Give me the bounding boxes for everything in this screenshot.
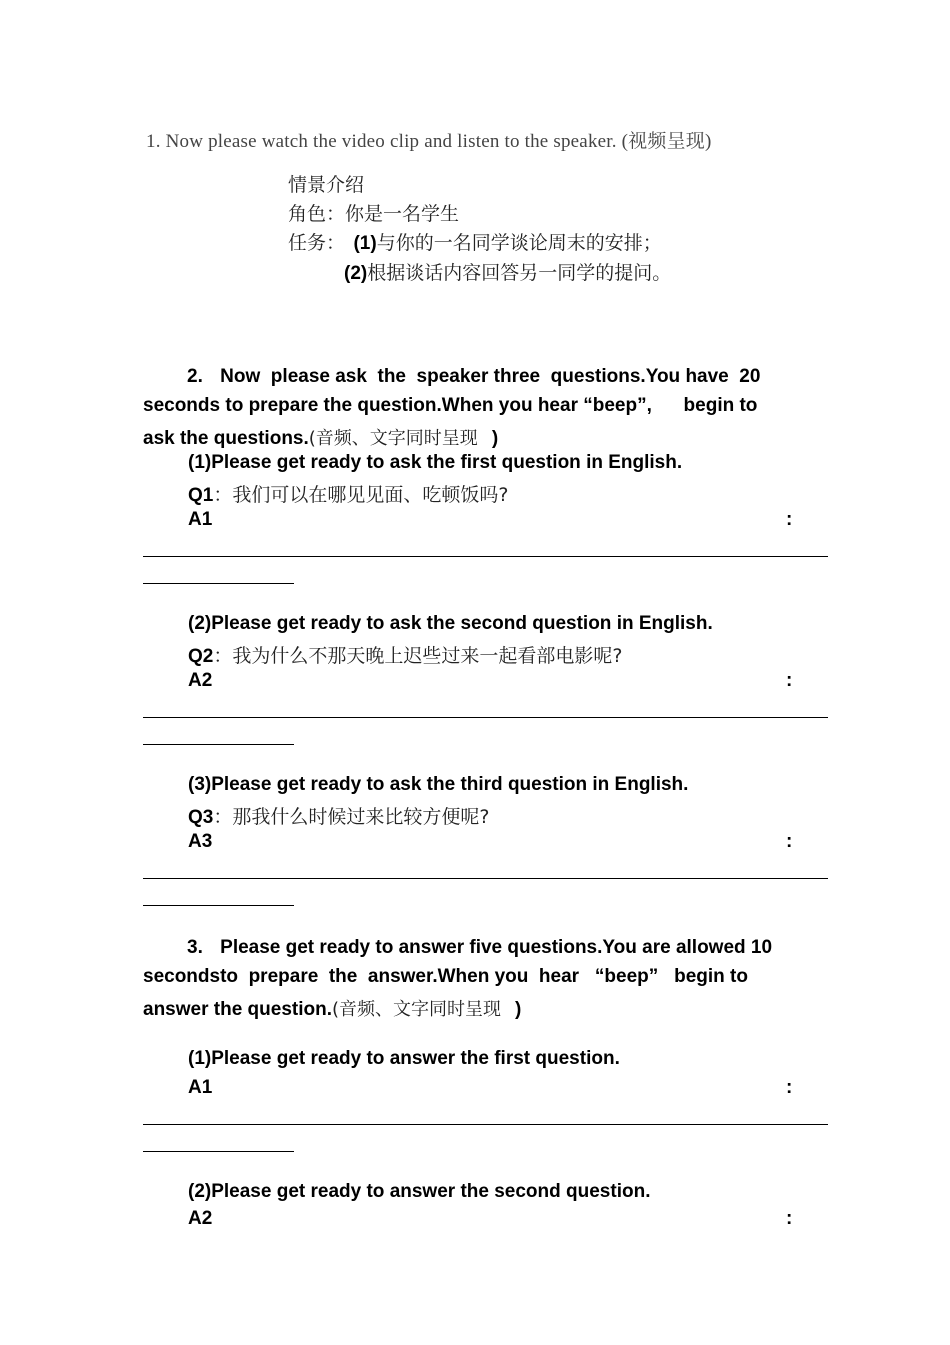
answer-line-continued[interactable] xyxy=(143,583,294,584)
section3-intro-close: ) xyxy=(515,999,522,1020)
answer-line[interactable] xyxy=(143,1124,828,1125)
section2-intro-line3 xyxy=(143,424,498,450)
task-line-2 xyxy=(344,258,671,285)
answer-label-1: A1 xyxy=(188,509,213,530)
answer-line[interactable] xyxy=(143,556,828,557)
section3-intro-text1: Please get ready to answer five questions.You are allowed 10 xyxy=(220,937,773,958)
answer-label-s3-2: A2 xyxy=(188,1208,213,1229)
question-line-2 xyxy=(188,641,622,668)
section2-intro-text3: ask the questions. xyxy=(143,428,309,449)
section2-intro-line2: seconds to prepare the question.When you hear “beep”, begin to xyxy=(143,395,758,416)
answer-colon: : xyxy=(786,831,793,852)
role-line: 角色：你是一名学生 xyxy=(288,203,460,225)
answer-colon: : xyxy=(786,1208,793,1229)
task1-text: 与你的一名同学谈论周末的安排； xyxy=(376,232,662,254)
answer-colon: : xyxy=(786,1077,793,1098)
question-label: Q3 xyxy=(188,807,214,828)
section3-intro-text3: answer the question. xyxy=(143,999,332,1020)
section2-intro-close: ) xyxy=(491,428,499,449)
section2-intro-text1: Now please ask the speaker three questions.You have 20 xyxy=(220,366,761,387)
task2-text: 根据谈话内容回答另一同学的提问。 xyxy=(367,262,672,284)
question-prompt-1: (1)Please get ready to ask the first question in English. xyxy=(188,452,683,473)
section2-intro-line1 xyxy=(187,366,760,388)
answer-label-3: A3 xyxy=(188,831,213,852)
section2-number: 2. xyxy=(187,366,203,387)
answer-colon: : xyxy=(786,509,793,530)
question-text: ：我为什么不那天晚上迟些过来一起看部电影呢? xyxy=(213,645,623,667)
task1-number: (1) xyxy=(353,233,377,254)
question-label: Q1 xyxy=(188,485,214,506)
task-line-1 xyxy=(288,228,662,255)
section1-title: 1. Now please watch the video clip and listen to the speaker. (视频呈现) xyxy=(146,131,712,152)
task2-number: (2) xyxy=(344,263,368,284)
section3-intro-note: (音频、文字同时呈现 xyxy=(331,999,502,1020)
answer-label-s3-1: A1 xyxy=(188,1077,213,1098)
question-line-3 xyxy=(188,802,489,829)
scene-heading: 情景介绍 xyxy=(288,174,365,196)
answer-line-continued[interactable] xyxy=(143,905,294,906)
section3-intro-line2: secondsto prepare the answer.When you hear “beep” begin to xyxy=(143,966,748,987)
answer-line[interactable] xyxy=(143,717,828,718)
question-prompt-2: (2)Please get ready to ask the second question in English. xyxy=(188,613,713,634)
answer-line-continued[interactable] xyxy=(143,744,294,745)
question-text: ：那我什么时候过来比较方便呢? xyxy=(213,806,490,828)
answer-prompt-1: (1)Please get ready to answer the first question. xyxy=(188,1048,620,1069)
question-text: ：我们可以在哪见见面、吃顿饭吗? xyxy=(213,484,509,506)
section2-intro-note: (音频、文字同时呈现 xyxy=(308,428,478,449)
answer-line-continued[interactable] xyxy=(143,1151,294,1152)
question-line-1 xyxy=(188,480,508,507)
answer-label-2: A2 xyxy=(188,670,213,691)
answer-prompt-2: (2)Please get ready to answer the second question. xyxy=(188,1181,651,1202)
question-prompt-3: (3)Please get ready to ask the third question in English. xyxy=(188,774,689,795)
question-label: Q2 xyxy=(188,646,214,667)
task-label: 任务： xyxy=(288,232,346,254)
section3-number: 3. xyxy=(187,937,203,958)
answer-colon: : xyxy=(786,670,793,691)
answer-line[interactable] xyxy=(143,878,828,879)
section3-intro-line3 xyxy=(143,995,521,1021)
section3-intro-line1 xyxy=(187,937,772,959)
